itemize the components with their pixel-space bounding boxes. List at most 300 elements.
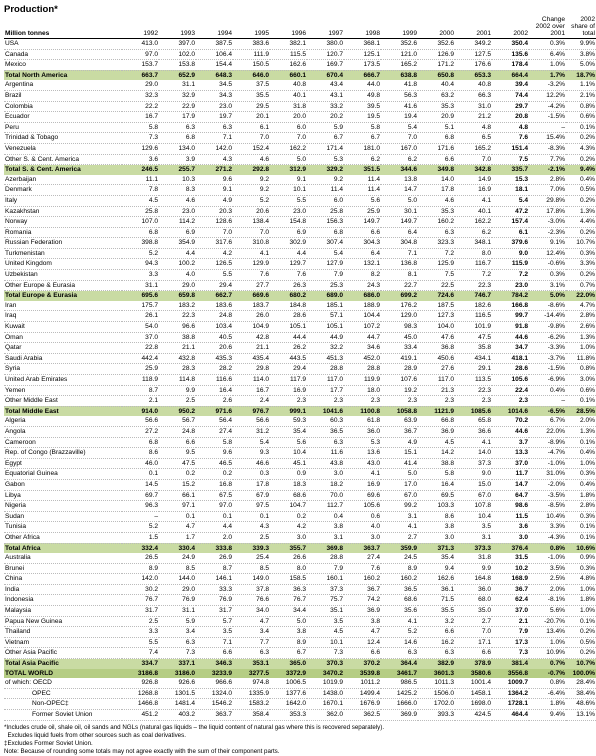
table-cell: 151.4 (492, 143, 529, 154)
table-cell: 171.4 (307, 143, 344, 154)
table-cell: 23.0 (159, 206, 196, 217)
table-cell: 36.0 (344, 426, 381, 437)
table-cell: 359.9 (381, 543, 418, 553)
table-cell: 26.5 (122, 553, 159, 563)
row-label: Rep. of Congo (Brazzaville) (4, 448, 122, 459)
table-cell: 451.2 (122, 710, 159, 721)
table-cell: 142.0 (196, 143, 233, 154)
table-row (4, 280, 596, 291)
table-cell: 37.0 (492, 606, 529, 617)
table-cell: 1.8% (529, 699, 566, 710)
table-cell: 3.3% (529, 522, 566, 533)
table-cell: 976.7 (233, 406, 270, 416)
row-label: Brunei (4, 563, 122, 574)
table-cell: 160.2 (381, 574, 418, 585)
table-cell: 6.3 (159, 122, 196, 133)
table-cell: 2.5 (122, 616, 159, 627)
table-cell: 451.3 (307, 353, 344, 364)
table-cell: 650.8 (418, 70, 455, 80)
table-cell: 3.0 (418, 532, 455, 543)
table-cell: 167.0 (381, 143, 418, 154)
table-cell: -8.6% (529, 301, 566, 311)
table-cell: 0.3% (529, 39, 566, 50)
table-cell: 15.0 (455, 479, 492, 490)
table-row (4, 112, 596, 123)
table-cell: 363.7 (196, 710, 233, 721)
table-cell: 4.4 (159, 248, 196, 259)
table-cell: 1.8% (566, 490, 596, 501)
table-cell: 353.1 (233, 659, 270, 669)
table-cell: 4.1 (381, 522, 418, 533)
table-cell: 304.3 (344, 238, 381, 249)
table-body (4, 39, 596, 721)
table-cell: 29.5 (233, 101, 270, 112)
table-cell: 337.1 (159, 659, 196, 669)
table-cell: 8.2 (344, 270, 381, 281)
table-cell: 160.2 (418, 217, 455, 228)
table-cell: 5.6% (529, 606, 566, 617)
table-cell: 4.5 (418, 437, 455, 448)
table-cell: 40.1 (270, 90, 307, 101)
table-cell: 3233.9 (196, 669, 233, 679)
table-cell: 4.7 (159, 522, 196, 533)
table-cell: 2.4 (233, 396, 270, 407)
table-cell: 354.9 (159, 238, 196, 249)
table-row (4, 332, 596, 343)
table-cell: 2.5 (233, 532, 270, 543)
table-cell: 9.9 (159, 385, 196, 396)
table-cell: 5.8 (196, 437, 233, 448)
table-cell: 746.7 (455, 291, 492, 301)
table-cell: 3.9 (159, 154, 196, 165)
table-cell: 97.1 (159, 501, 196, 512)
table-cell: 0.2 (196, 469, 233, 480)
table-cell: 660.1 (270, 70, 307, 80)
table-cell: 62.4 (492, 595, 529, 606)
table-cell: 22.3 (455, 385, 492, 396)
table-cell: 6.6 (196, 648, 233, 659)
table-cell: 127.3 (418, 311, 455, 322)
table-cell: 153.7 (122, 60, 159, 71)
header-row (4, 16, 596, 39)
table-cell: 7.0 (381, 133, 418, 144)
table-cell: 6.2 (344, 154, 381, 165)
table-cell: -3.7% (529, 353, 566, 364)
table-cell: 36.3 (270, 584, 307, 595)
table-cell: 36.0 (455, 584, 492, 595)
table-cell: 3186.8 (122, 669, 159, 679)
row-label: Brazil (4, 90, 122, 101)
table-cell: 382.1 (270, 39, 307, 50)
page-title: Production* (4, 4, 58, 15)
table-cell: 370.2 (344, 659, 381, 669)
table-cell: – (529, 396, 566, 407)
table-cell: 0.3% (566, 248, 596, 259)
table-cell: 3.4 (233, 627, 270, 638)
table-cell: 43.0 (344, 458, 381, 469)
table-cell: 76.7 (122, 595, 159, 606)
table-cell: 6.1 (233, 122, 270, 133)
table-cell: 5.8 (344, 122, 381, 133)
table-cell: 419.1 (381, 353, 418, 364)
table-cell: 2.3 (455, 396, 492, 407)
table-cell: 32.2 (307, 343, 344, 354)
table-cell: 13.4% (529, 627, 566, 638)
table-cell: 12.4 (344, 637, 381, 648)
table-cell: 69.7 (122, 490, 159, 501)
table-cell: 7.9 (307, 563, 344, 574)
table-cell: 4.4 (196, 522, 233, 533)
table-cell: 16.4 (196, 385, 233, 396)
table-cell: 784.2 (492, 291, 529, 301)
table-cell: 7.7% (529, 154, 566, 165)
table-cell: 246.5 (122, 165, 159, 175)
table-cell: 41.6 (381, 101, 418, 112)
table-cell: 23.0 (196, 101, 233, 112)
table-cell: 418.1 (492, 353, 529, 364)
table-cell: 25.9 (344, 206, 381, 217)
table-cell: 22.2 (122, 101, 159, 112)
table-cell: 60.3 (307, 416, 344, 426)
table-cell: 14.6 (381, 637, 418, 648)
table-cell: 5.0 (270, 616, 307, 627)
column-header: 1992 (122, 16, 159, 39)
row-label: Colombia (4, 101, 122, 112)
table-cell: 125.1 (344, 49, 381, 60)
table-row (4, 511, 596, 522)
table-cell: 17.7 (307, 385, 344, 396)
table-cell: 3.6 (122, 154, 159, 165)
column-header: 1999 (381, 16, 418, 39)
table-cell: 19.4 (381, 112, 418, 123)
table-row (4, 699, 596, 710)
table-cell: 3556.8 (492, 669, 529, 679)
table-cell: 152.4 (233, 143, 270, 154)
table-cell: 397.0 (159, 39, 196, 50)
footnote: *Includes crude oil, shale oil, oil sands and NGLs (natural gas liquids – the liquid content of natural gas where this is recovered separately). (4, 723, 385, 731)
table-cell: -8.5% (529, 501, 566, 512)
table-cell: 65.8 (455, 416, 492, 426)
table-cell: 6.7% (529, 416, 566, 426)
table-row (4, 343, 596, 354)
table-cell: 11.4 (344, 175, 381, 185)
table-cell: 3461.7 (381, 669, 418, 679)
table-cell: 699.2 (381, 291, 418, 301)
table-cell: 15.4% (529, 133, 566, 144)
table-cell: 32.9 (159, 90, 196, 101)
table-cell: 0.5% (566, 637, 596, 648)
table-cell: -1.5% (529, 364, 566, 375)
table-cell: 29.0 (159, 280, 196, 291)
table-cell: 2.3 (307, 396, 344, 407)
table-cell: 35.5 (418, 606, 455, 617)
table-cell: 5.8 (122, 122, 159, 133)
table-cell: 56.4 (196, 416, 233, 426)
table-cell: 2.7 (455, 616, 492, 627)
table-cell: 37.3 (307, 584, 344, 595)
total-row (4, 659, 596, 669)
table-cell: 5.8 (418, 469, 455, 480)
table-cell: 2.1% (566, 90, 596, 101)
table-cell: 914.0 (122, 406, 159, 416)
table-cell: 9.1% (529, 238, 566, 249)
table-cell: 20.3 (196, 206, 233, 217)
table-cell: 1506.0 (418, 688, 455, 699)
table-cell: 1100.8 (344, 406, 381, 416)
table-cell: 5.5 (270, 195, 307, 206)
table-cell: 21.3 (418, 385, 455, 396)
table-cell: 659.8 (159, 291, 196, 301)
table-cell: 18.2 (307, 479, 344, 490)
table-cell: 1.0% (566, 458, 596, 469)
table-cell: 0.8% (566, 364, 596, 375)
table-cell: 0.4% (529, 385, 566, 396)
table-cell: 3.5 (307, 616, 344, 627)
table-cell: 0.2% (566, 227, 596, 238)
table-cell: 6.2 (381, 154, 418, 165)
table-cell: 34.5 (196, 80, 233, 90)
table-cell: 36.7 (344, 584, 381, 595)
column-header: 2000 (418, 16, 455, 39)
table-cell: 2.1 (122, 396, 159, 407)
table-cell: 36.1 (418, 584, 455, 595)
row-label: Vietnam (4, 637, 122, 648)
table-cell: 17.8 (418, 185, 455, 196)
table-cell: 4.4% (566, 217, 596, 228)
row-label: Romania (4, 227, 122, 238)
table-cell: 10.4% (529, 511, 566, 522)
table-cell: 0.2 (270, 511, 307, 522)
table-cell: 0.2% (566, 648, 596, 659)
row-label: Former Soviet Union (4, 710, 122, 721)
row-label: Iran (4, 301, 122, 311)
table-cell: 10.3 (159, 175, 196, 185)
table-cell: 3.7 (492, 437, 529, 448)
production-table (4, 16, 596, 721)
table-cell: 2.7 (381, 532, 418, 543)
table-cell: 31.7 (196, 606, 233, 617)
table-cell: 5.0 (381, 469, 418, 480)
table-cell: 10.4 (270, 448, 307, 459)
table-row (4, 710, 596, 721)
table-cell: 362.0 (307, 710, 344, 721)
table-cell: 36.7 (381, 426, 418, 437)
table-cell: 7.4 (122, 648, 159, 659)
table-cell: 5.0% (566, 60, 596, 71)
table-cell: 8.6 (418, 511, 455, 522)
row-label: Total North America (4, 70, 122, 80)
table-cell: 0.6% (566, 112, 596, 123)
table-cell: 1121.9 (418, 406, 455, 416)
table-cell: 5.4 (381, 122, 418, 133)
table-cell: 127.9 (307, 259, 344, 270)
table-cell: 66.1 (159, 490, 196, 501)
table-cell: 3.4 (159, 627, 196, 638)
table-cell: 3.0 (492, 532, 529, 543)
table-cell: 99.7 (492, 311, 529, 322)
table-cell: 43.4 (307, 80, 344, 90)
table-cell: 142.0 (122, 574, 159, 585)
row-label: Tunisia (4, 522, 122, 533)
table-cell: 450.6 (418, 353, 455, 364)
table-cell: 4.1 (455, 195, 492, 206)
table-cell: 351.5 (344, 165, 381, 175)
table-cell: 33.4 (381, 343, 418, 354)
table-cell: 37.8 (233, 584, 270, 595)
table-cell: 100.0% (566, 669, 596, 679)
table-row (4, 688, 596, 699)
total-row (4, 70, 596, 80)
table-cell: 157.4 (492, 217, 529, 228)
table-cell: 8.7 (122, 385, 159, 396)
table-cell: 363.7 (344, 543, 381, 553)
table-cell: 7.3 (307, 648, 344, 659)
table-cell: 25.8 (307, 206, 344, 217)
table-cell: 29.4 (270, 364, 307, 375)
table-cell: 116.6 (196, 375, 233, 386)
table-cell: 4.7 (344, 627, 381, 638)
table-cell: 149.7 (381, 217, 418, 228)
table-cell: 348.1 (455, 238, 492, 249)
row-label: USA (4, 39, 122, 50)
table-cell: 25.8 (122, 206, 159, 217)
table-cell: 3.8% (566, 49, 596, 60)
table-cell: 5.3 (307, 154, 344, 165)
table-cell: 6.3 (418, 648, 455, 659)
table-cell: 452.0 (344, 353, 381, 364)
table-cell: 312.9 (270, 165, 307, 175)
table-cell: 68.6 (270, 490, 307, 501)
table-cell: 680.2 (270, 291, 307, 301)
table-cell: 129.0 (381, 311, 418, 322)
table-cell: 662.7 (196, 291, 233, 301)
table-cell: 24.9 (159, 553, 196, 563)
row-label: Other Asia Pacific (4, 648, 122, 659)
table-cell: 115.9 (492, 259, 529, 270)
footnotes (4, 724, 589, 756)
row-label: Venezuela (4, 143, 122, 154)
table-cell: 107.2 (344, 322, 381, 333)
table-row (4, 133, 596, 144)
table-row (4, 385, 596, 396)
row-label: Kazakhstan (4, 206, 122, 217)
table-cell: 9.1 (196, 185, 233, 196)
table-cell: 0.1 (159, 511, 196, 522)
table-cell: -6.9% (529, 375, 566, 386)
table-cell: 16.4 (418, 479, 455, 490)
table-cell: 398.8 (122, 238, 159, 249)
table-cell: 18.1 (492, 185, 529, 196)
table-cell: 666.7 (344, 70, 381, 80)
table-cell: 99.2 (381, 501, 418, 512)
table-cell: 5.5 (196, 270, 233, 281)
table-cell: 271.2 (196, 165, 233, 175)
table-cell: 0.1% (566, 532, 596, 543)
table-cell: 2.5% (529, 574, 566, 585)
table-cell: 10.9% (529, 648, 566, 659)
table-cell: 3277.5 (233, 669, 270, 679)
table-cell: 14.7 (492, 479, 529, 490)
table-cell: 106.4 (196, 49, 233, 60)
table-cell: 74.4 (492, 90, 529, 101)
table-cell: 160.2 (344, 574, 381, 585)
row-label: Indonesia (4, 595, 122, 606)
table-cell: 37.0 (492, 458, 529, 469)
table-cell: -3.3% (529, 343, 566, 354)
row-label: Oman (4, 332, 122, 343)
table-cell: 134.0 (159, 143, 196, 154)
table-cell: 154.4 (196, 60, 233, 71)
table-cell: 13.3 (492, 448, 529, 459)
table-row (4, 185, 596, 196)
table-cell: 166.8 (492, 301, 529, 311)
table-cell: 44.7 (344, 332, 381, 343)
row-label: Norway (4, 217, 122, 228)
table-cell: 432.8 (159, 353, 196, 364)
table-cell: 29.0 (159, 584, 196, 595)
table-cell: 103.3 (418, 501, 455, 512)
table-cell: 149.0 (233, 574, 270, 585)
table-cell: 24.8 (159, 426, 196, 437)
table-cell: 17.3 (492, 637, 529, 648)
table-cell: 18.3 (270, 479, 307, 490)
table-cell: 21.1 (159, 343, 196, 354)
table-cell: 971.6 (196, 406, 233, 416)
table-cell: 8.1 (381, 270, 418, 281)
table-cell: 6.3 (307, 437, 344, 448)
table-cell: 5.5 (122, 637, 159, 648)
table-cell: 689.0 (307, 291, 344, 301)
table-cell: 974.8 (233, 678, 270, 688)
table-cell: 966.6 (196, 678, 233, 688)
table-cell: 352.6 (381, 39, 418, 50)
table-cell: 120.7 (307, 49, 344, 60)
table-cell: 14.0 (418, 175, 455, 185)
table-cell: 0.2% (566, 627, 596, 638)
table-cell: 5.4 (492, 195, 529, 206)
table-cell: 37.5 (233, 80, 270, 90)
table-cell: 31.1 (159, 80, 196, 90)
table-cell: 1.5 (122, 532, 159, 543)
table-cell: 48.6% (566, 699, 596, 710)
table-cell: 342.8 (455, 165, 492, 175)
table-cell: 1.3% (566, 426, 596, 437)
table-cell: -14.4% (529, 311, 566, 322)
table-row (4, 574, 596, 585)
table-cell: 379.6 (492, 238, 529, 249)
table-cell: 10.6% (566, 543, 596, 553)
table-cell: 183.6 (196, 301, 233, 311)
table-cell: 97.5 (233, 501, 270, 512)
table-row (4, 416, 596, 426)
table-cell: 63.2 (418, 90, 455, 101)
table-cell: 29.0 (122, 80, 159, 90)
table-cell: 3372.9 (270, 669, 307, 679)
table-cell: 6.7 (344, 133, 381, 144)
row-label: Algeria (4, 416, 122, 426)
table-cell: -20.7% (529, 616, 566, 627)
table-cell: 67.0 (455, 490, 492, 501)
row-label: Other Africa (4, 532, 122, 543)
table-cell: 34.3 (196, 90, 233, 101)
table-cell: 91.8 (492, 322, 529, 333)
table-cell: 25.4 (233, 553, 270, 563)
column-header: 1993 (159, 16, 196, 39)
table-cell: 999.1 (270, 406, 307, 416)
row-label: Other Europe & Eurasia (4, 280, 122, 291)
table-cell: 7.1 (196, 637, 233, 648)
table-cell: 27.4 (196, 426, 233, 437)
